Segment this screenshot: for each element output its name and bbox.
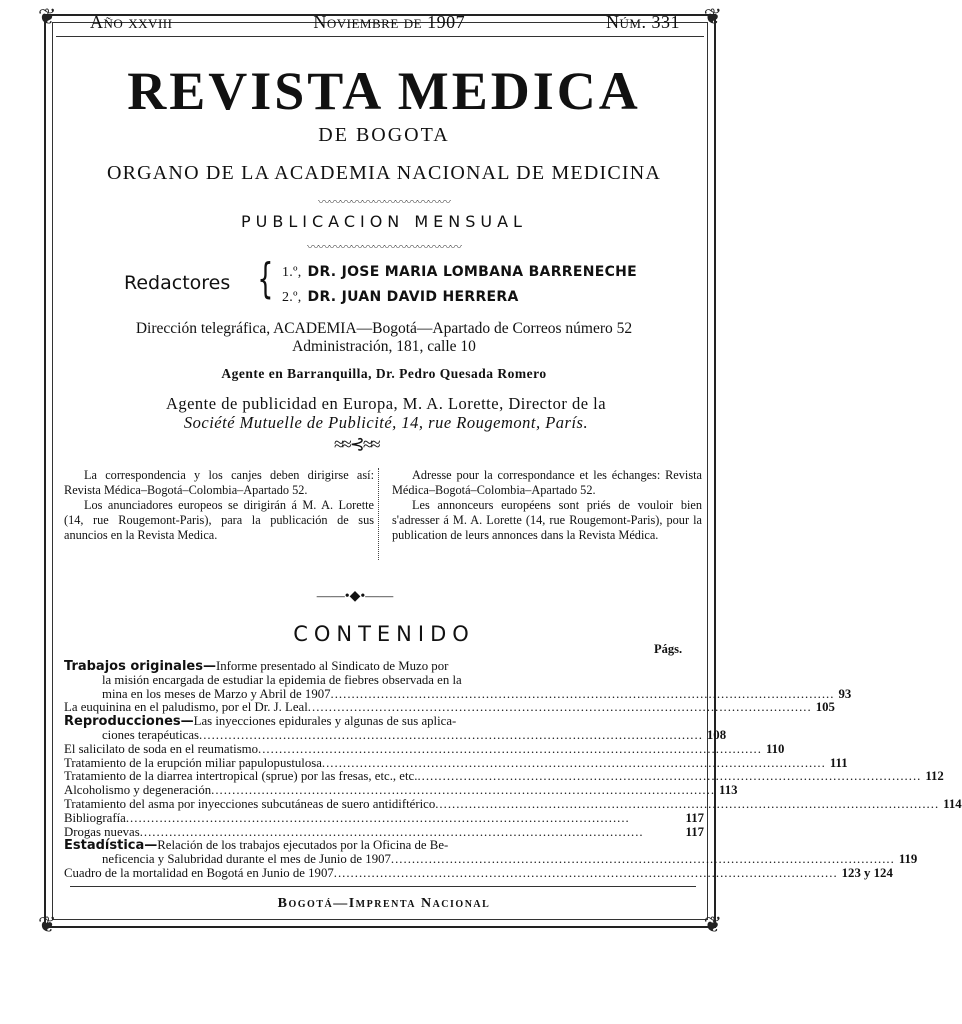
toc-page-number: 117 <box>685 810 704 825</box>
toc-entry <box>64 660 704 674</box>
header-rule <box>56 36 704 37</box>
toc-page-number: 112 <box>925 769 944 784</box>
notice-paragraph: Adresse pour la correspondance et les échanges: Revista Médica–Bogotá–Colombia–Apartado 52. <box>392 468 702 497</box>
toc-title: Las inyecciones epidurales y algunas de sus aplica- <box>193 714 457 729</box>
toc-page-number: 119 <box>898 852 918 867</box>
toc-page-number: 113 <box>719 783 738 798</box>
dot-leader: ........................................................................................................................ <box>125 810 630 825</box>
toc-entry-text <box>64 770 417 784</box>
table-of-contents <box>64 659 962 881</box>
editor-name: DR. JOSE MARIA LOMBANA BARRENECHE <box>307 264 638 280</box>
dot-leader: ........................................................................................................................ <box>417 769 922 784</box>
barranquilla-agent: Agente en Barranquilla, Dr. Pedro Quesada Romero <box>221 366 547 381</box>
toc-page-number: 110 <box>765 741 785 756</box>
toc-title: ciones terapéuticas <box>102 727 199 742</box>
publication-frequency: PUBLICACION MENSUAL <box>241 212 527 231</box>
toc-title: Informe presentado al Sindicato de Muzo por <box>215 659 449 673</box>
toc-entry <box>64 865 893 881</box>
toc-entry <box>64 674 704 688</box>
dot-leader: ........................................................................................................................ <box>258 741 762 756</box>
address-block <box>0 320 768 356</box>
toc-entry-text <box>64 729 199 743</box>
toc-page-number: 111 <box>829 755 848 770</box>
toc-title: Drogas nuevas <box>64 824 140 839</box>
dot-leader: ........................................................................................................................ <box>199 727 703 742</box>
notice-paragraph: La correspondencia y los canjes deben dirigirse así: Revista Médica–Bogotá–Colombia–Apartado 52. <box>64 468 374 497</box>
toc-entry <box>64 700 835 715</box>
contents-heading: CONTENIDO <box>293 622 475 646</box>
issue-year: Año xxviii <box>90 12 173 32</box>
toc-entry <box>64 796 962 812</box>
toc-entry <box>64 839 704 853</box>
dot-leader: ........................................................................................................................ <box>390 852 895 867</box>
europe-agent-line2: Société Mutuelle de Publicité, 14, rue Rougemont, París. <box>183 413 589 432</box>
issue-number: Núm. 331 <box>606 12 680 32</box>
wave-divider: 〰〰〰〰〰〰〰〰〰〰〰〰〰〰 <box>306 240 461 254</box>
printer-imprint: Bogotá—Imprenta Nacional <box>277 896 491 911</box>
europe-agent-line1: Agente de publicidad en Europa, M. A. Lorette, Director de la <box>165 394 607 413</box>
toc-entry <box>64 727 727 743</box>
toc-title: Bibliografía <box>64 810 126 825</box>
corner-ornament: ❦ <box>38 912 57 937</box>
editor-number: 1.º, <box>282 265 302 280</box>
toc-page-number: 93 <box>838 686 852 701</box>
issue-header <box>90 12 680 33</box>
editor-number: 2.º, <box>282 290 302 305</box>
administration-address: Administración, 181, calle 10 <box>292 338 476 355</box>
toc-title: Relación de los trabajos ejecutados por la Oficina de Be- <box>157 838 449 853</box>
toc-entry-text <box>64 715 456 729</box>
toc-page-number: 108 <box>706 727 727 742</box>
toc-entry-text <box>64 853 391 867</box>
toc-section-heading: Reproducciones— <box>64 714 194 730</box>
toc-entry-text <box>64 757 322 771</box>
toc-entry <box>64 741 785 757</box>
brace-glyph: { <box>257 254 274 303</box>
french-notice <box>392 468 702 543</box>
telegraph-address: Dirección telegráfica, ACADEMIA—Bogotá—Apartado de Correos número 52 <box>135 320 633 337</box>
toc-entry <box>64 826 704 840</box>
editors-label: Redactores <box>124 272 231 294</box>
toc-title: Tratamiento de la erupción miliar papulopustulosa <box>64 755 322 770</box>
toc-entry <box>64 715 704 729</box>
toc-title: mina en los meses de Marzo y Abril de 1907 <box>102 686 331 701</box>
journal-city: DE BOGOTA <box>318 124 450 146</box>
corner-ornament: ❦ <box>38 4 57 29</box>
dot-leader: ........................................................................................................................ <box>211 783 716 798</box>
journal-organ: ORGANO DE LA ACADEMIA NACIONAL DE MEDICINA <box>106 162 662 184</box>
toc-entry-text <box>64 812 126 826</box>
footer-rule <box>70 886 696 887</box>
dot-leader: ........................................................................................................................ <box>333 865 838 880</box>
journal-title: REVISTA MEDICA <box>127 61 641 121</box>
dot-leader: ........................................................................................................................ <box>139 824 644 839</box>
dot-leader: ........................................................................................................................ <box>435 796 940 811</box>
toc-title: la misión encargada de estudiar la epidemia de fiebres observada en la <box>102 672 462 687</box>
toc-entry-text <box>64 674 462 688</box>
toc-page-number: 123 y 124 <box>841 865 893 880</box>
toc-title: Cuadro de la mortalidad en Bogotá en Junio de 1907 <box>64 865 334 880</box>
toc-title: El salicilato de soda en el reumatismo <box>64 741 259 756</box>
toc-entry-text <box>64 784 211 798</box>
toc-page-number: 114 <box>943 796 962 811</box>
editor-1 <box>282 264 637 281</box>
toc-entry <box>64 755 848 771</box>
dot-leader: ........................................................................................................................ <box>307 700 812 715</box>
editor-2 <box>282 289 519 306</box>
toc-title: neficencia y Salubridad durante el mes de Junio de 1907 <box>102 852 391 867</box>
corner-ornament: ❦ <box>703 912 722 937</box>
spanish-notice <box>64 468 374 543</box>
toc-entry-text <box>64 743 258 757</box>
notice-paragraph: Los anunciadores europeos se dirigirán á M. A. Lorette (14, rue Rougemont-Paris), para la publicación de sus anuncios en la Revista Medica. <box>64 498 374 542</box>
editor-name: DR. JUAN DAVID HERRERA <box>307 289 519 305</box>
toc-entry <box>64 769 944 784</box>
corner-ornament: ❦ <box>703 4 722 29</box>
toc-entry <box>64 812 704 826</box>
toc-title: Tratamiento del asma por inyecciones subcutáneas de suero antidiftérico <box>64 796 436 811</box>
toc-page-number: 105 <box>815 700 835 715</box>
toc-title: Tratamiento de la diarrea intertropical (sprue) por las fresas, etc., etc. <box>64 769 418 784</box>
toc-page-number: 117 <box>685 824 704 839</box>
section-ornament: ——•◆•—— <box>316 589 394 604</box>
wave-divider: 〰〰〰〰〰〰〰〰〰〰〰〰 <box>317 195 450 209</box>
toc-entry-text <box>64 701 308 715</box>
flourish-ornament: ≈≈⊰≈≈ <box>334 434 379 454</box>
toc-entry-text <box>64 688 331 702</box>
toc-section-heading: Estadística— <box>64 838 158 854</box>
toc-entry <box>64 783 738 798</box>
toc-entry-text <box>64 826 140 840</box>
toc-entry <box>64 852 918 867</box>
notice-paragraph: Les annonceurs européens sont priés de vouloir bien s'adresser á M. A. Lorette (14, rue Rougemont-Paris), pour la publication de leurs annonces dans la Revista Médica. <box>392 498 702 542</box>
europe-agent <box>66 394 706 432</box>
column-divider <box>378 468 379 560</box>
toc-entry-text <box>64 660 448 674</box>
toc-entry <box>64 686 852 702</box>
issue-date: Noviembre de 1907 <box>313 12 466 32</box>
toc-entry-text <box>64 839 448 853</box>
toc-entry-text <box>64 798 435 812</box>
toc-entry-text <box>64 867 334 881</box>
toc-section-heading: Trabajos originales— <box>64 659 216 674</box>
dot-leader: ........................................................................................................................ <box>330 686 835 701</box>
dot-leader: ........................................................................................................................ <box>321 755 826 770</box>
toc-title: La euquinina en el paludismo, por el Dr. J. Leal <box>64 700 308 715</box>
pages-label: Págs. <box>654 642 683 656</box>
toc-title: Alcoholismo y degeneración <box>64 783 212 798</box>
